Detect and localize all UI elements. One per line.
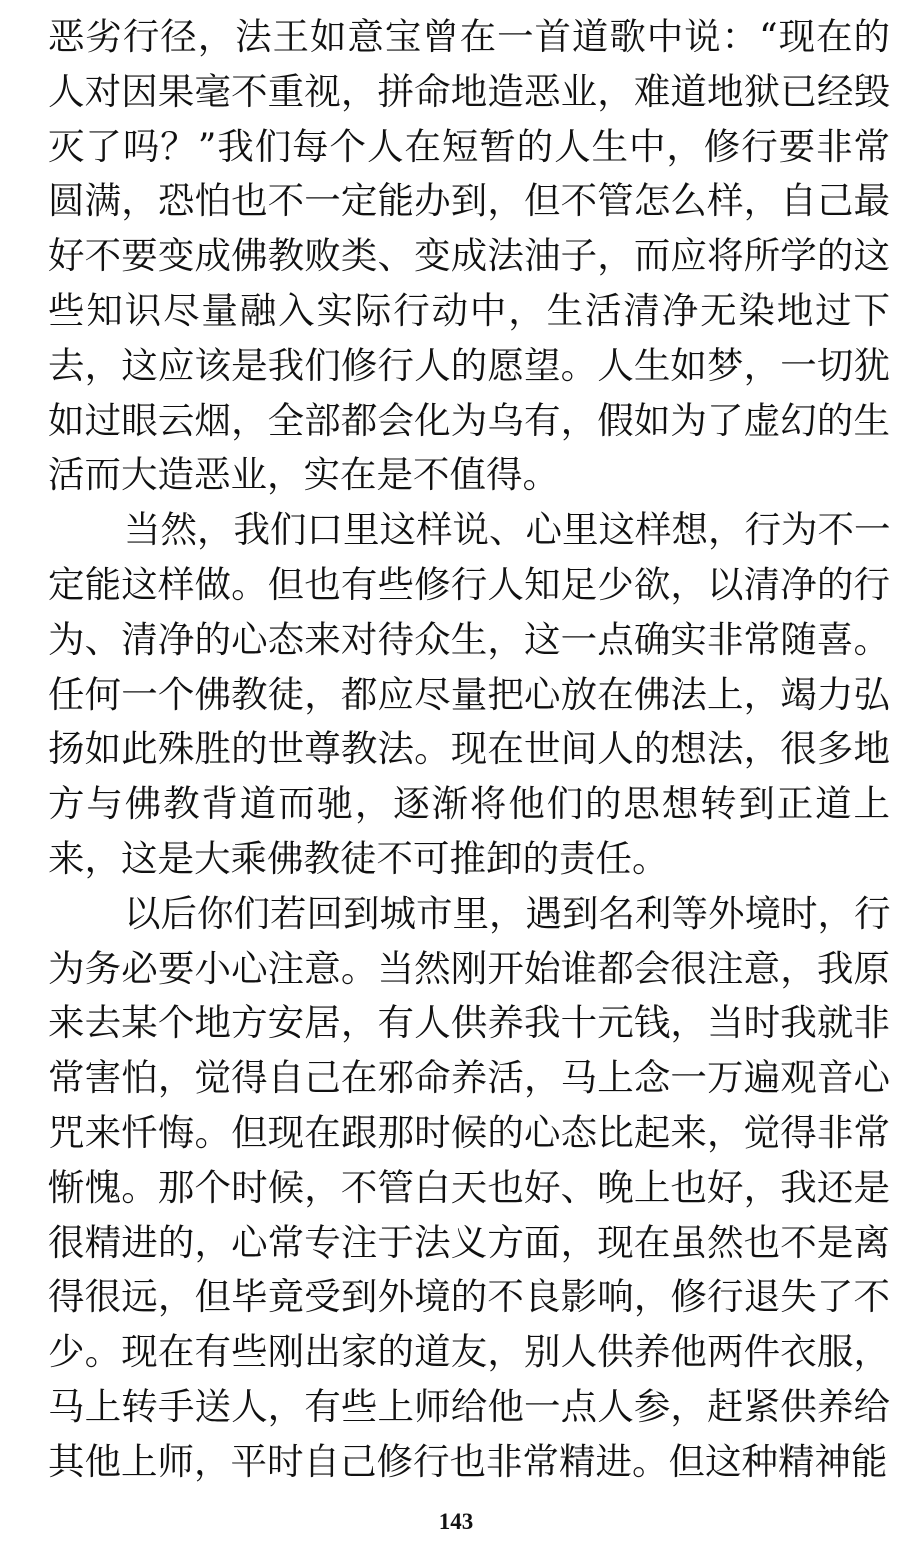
text-line: 得很远，但毕竟受到外境的不良影响，修行退失了不: [48, 1275, 890, 1319]
paragraph: [48, 887, 890, 1490]
text-line: 任何一个佛教徒，都应尽量把心放在佛法上，竭力弘: [48, 672, 890, 716]
text-line: 定能这样做。但也有些修行人知足少欲，以清净的行: [48, 562, 890, 606]
text-line: 来去某个地方安居，有人供养我十元钱，当时我就非: [48, 1001, 890, 1045]
text-line: 方与佛教背道而驰，逐渐将他们的思想转到正道上: [48, 782, 890, 826]
text-line: 少。现在有些刚出家的道友，别人供养他两件衣服，: [48, 1330, 890, 1374]
text-line: 些知识尽量融入实际行动中，生活清净无染地过下: [48, 288, 890, 332]
text-line: 人对因果毫不重视，拼命地造恶业，难道地狱已经毁: [48, 69, 890, 113]
text-line: 常害怕，觉得自己在邪命养活，马上念一万遍观音心: [48, 1056, 890, 1100]
text-line: 好不要变成佛教败类、变成法油子，而应将所学的这: [48, 234, 890, 278]
text-line: 恶劣行径，法王如意宝曾在一首道歌中说：“现在的: [48, 15, 890, 58]
body-text: [48, 10, 890, 1490]
text-line: 扬如此殊胜的世尊教法。现在世间人的想法，很多地: [48, 727, 890, 771]
text-line: 为务必要小心注意。当然刚开始谁都会很注意，我原: [48, 946, 890, 990]
text-line: 很精进的，心常专注于法义方面，现在虽然也不是离: [48, 1220, 890, 1264]
text-line: 活而大造恶业，实在是不值得。: [48, 453, 559, 497]
text-line: 去，这应该是我们修行人的愿望。人生如梦，一切犹: [48, 343, 890, 387]
text-line: 咒来忏悔。但现在跟那时候的心态比起来，觉得非常: [48, 1110, 890, 1154]
text-line: 其他上师，平时自己修行也非常精进。但这种精神能: [48, 1439, 888, 1483]
paragraph: [48, 503, 890, 887]
text-line: 马上转手送人，有些上师给他一点人参，赶紧供养给: [48, 1384, 890, 1428]
text-line: 当然，我们口里这样说、心里这样想，行为不一: [124, 508, 890, 552]
text-line: 圆满，恐怕也不一定能办到，但不管怎么样，自己最: [48, 179, 890, 223]
paragraph: [48, 10, 890, 503]
text-line: 惭愧。那个时候，不管白天也好、晚上也好，我还是: [48, 1165, 890, 1209]
text-line: 来，这是大乘佛教徒不可推卸的责任。: [48, 836, 669, 880]
text-line: 灭了吗？”我们每个人在短暂的人生中，修行要非常: [48, 124, 890, 168]
text-line: 为、清净的心态来对待众生，这一点确实非常随喜。: [48, 617, 890, 661]
page-number: 143: [438, 1509, 474, 1534]
text-line: 以后你们若回到城市里，遇到名利等外境时，行: [124, 891, 890, 935]
text-line: 如过眼云烟，全部都会化为乌有，假如为了虚幻的生: [48, 398, 890, 442]
